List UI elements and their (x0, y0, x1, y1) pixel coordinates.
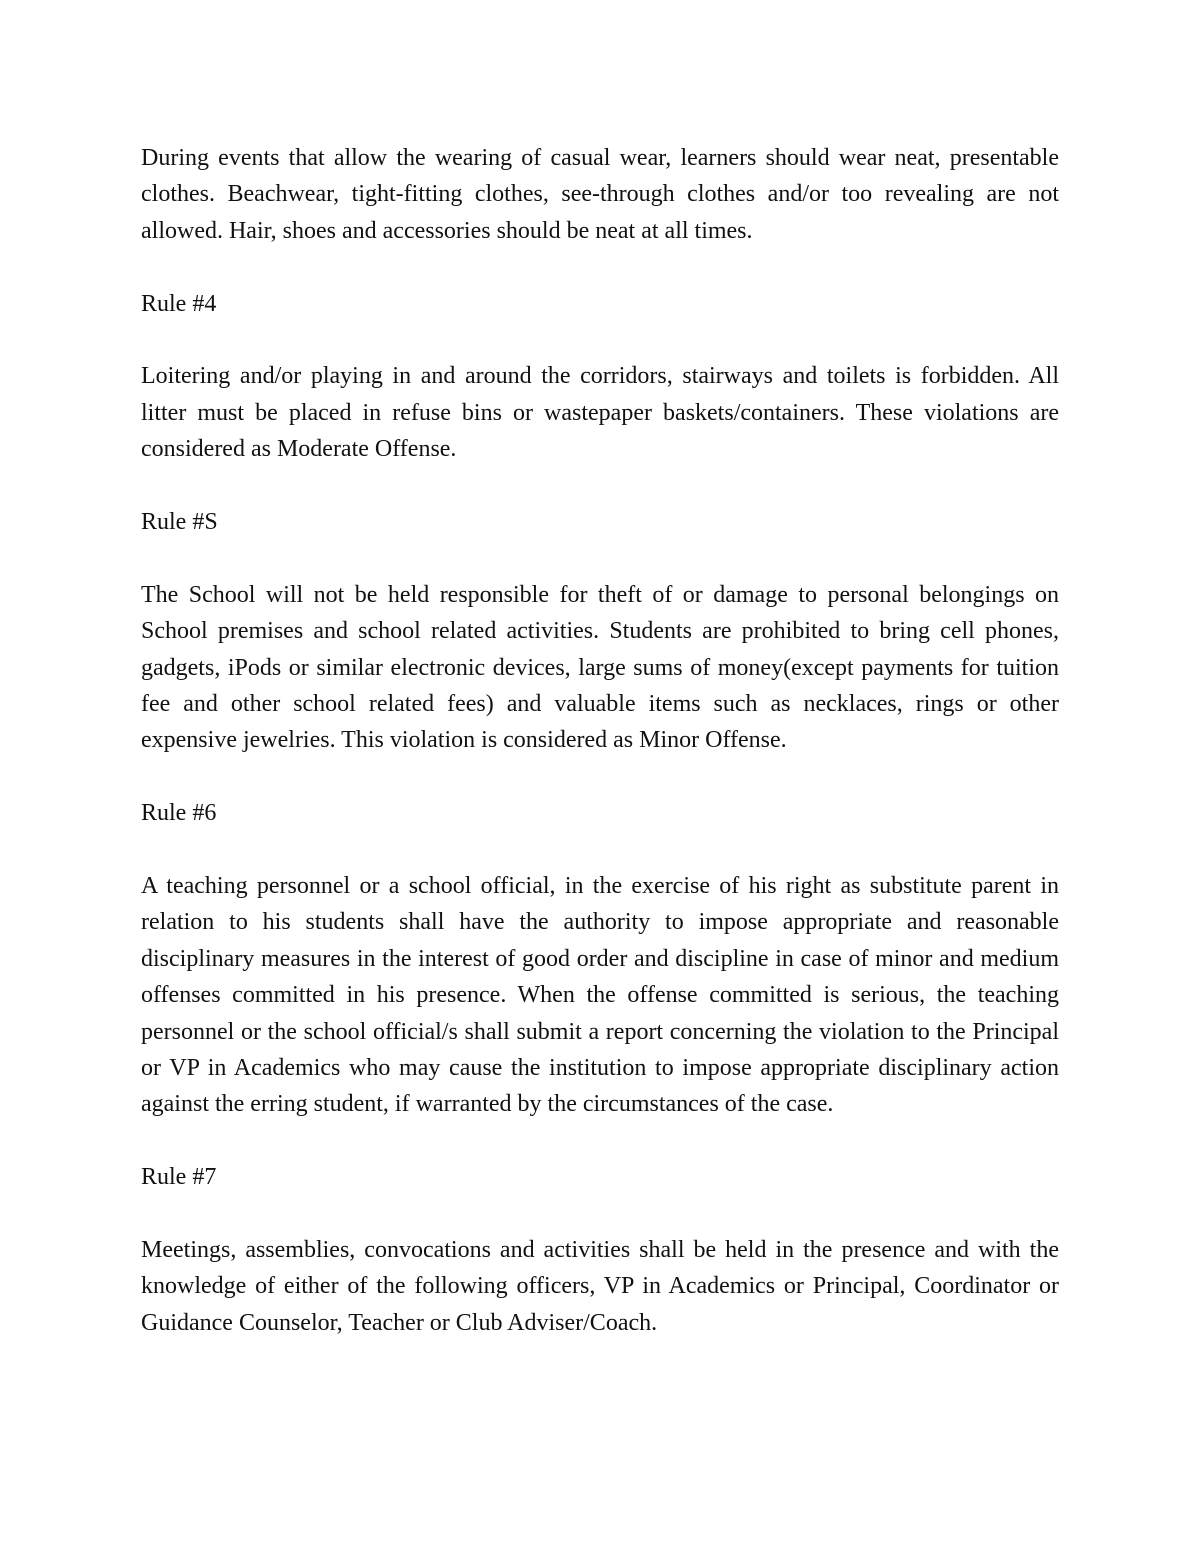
rule-7-paragraph: Meetings, assemblies, convocations and activities shall be held in the presence and with the knowledge of either of the following officers, VP in Academics or Principal, Coordinator or Guidance Counselor, Teacher or Club Adviser/Coach. (141, 1237, 1059, 1336)
rule-6-paragraph: A teaching personnel or a school official, in the exercise of his right as substitute parent in relation to his students shall have the authority to impose appropriate and reasonable disciplinary measures in the interest of good order and discipline in case of minor and medium offenses committed in his presence. When the offense committed is serious, the teaching personnel or the school official/s shall submit a report concerning the violation to the Principal or VP in Academics who may cause the institution to impose appropriate disciplinary action against the erring student, if warranted by the circumstances of the case. (141, 873, 1059, 1118)
paragraph-casual-wear: During events that allow the wearing of casual wear, learners should wear neat, presentable clothes. Beachwear, tight-fitting clothes, see-through clothes and/or too revealing are not allowed. Hair, shoes and accessories should be neat at all times. (141, 145, 1059, 244)
rule-5-heading: Rule #S (141, 509, 218, 536)
rule-6-heading: Rule #6 (141, 800, 217, 827)
rule-5-paragraph: The School will not be held responsible for theft of or damage to personal belongings on School premises and school related activities. Students are prohibited to bring cell phones, gadgets, iPods or similar electronic devices, large sums of money(except payments for tuition fee and other school related fees) and valuable items such as necklaces, rings or other expensive jewelries. This violation is considered as Minor Offense. (141, 581, 1059, 754)
rule-4-heading: Rule #4 (141, 290, 217, 317)
document-body (141, 140, 1059, 1378)
rule-4-paragraph: Loitering and/or playing in and around the corridors, stairways and toilets is forbidden. All litter must be placed in refuse bins or wastepaper baskets/containers. These violations are considered as Moderate Offense. (141, 363, 1059, 463)
rule-7-heading: Rule #7 (141, 1164, 217, 1191)
